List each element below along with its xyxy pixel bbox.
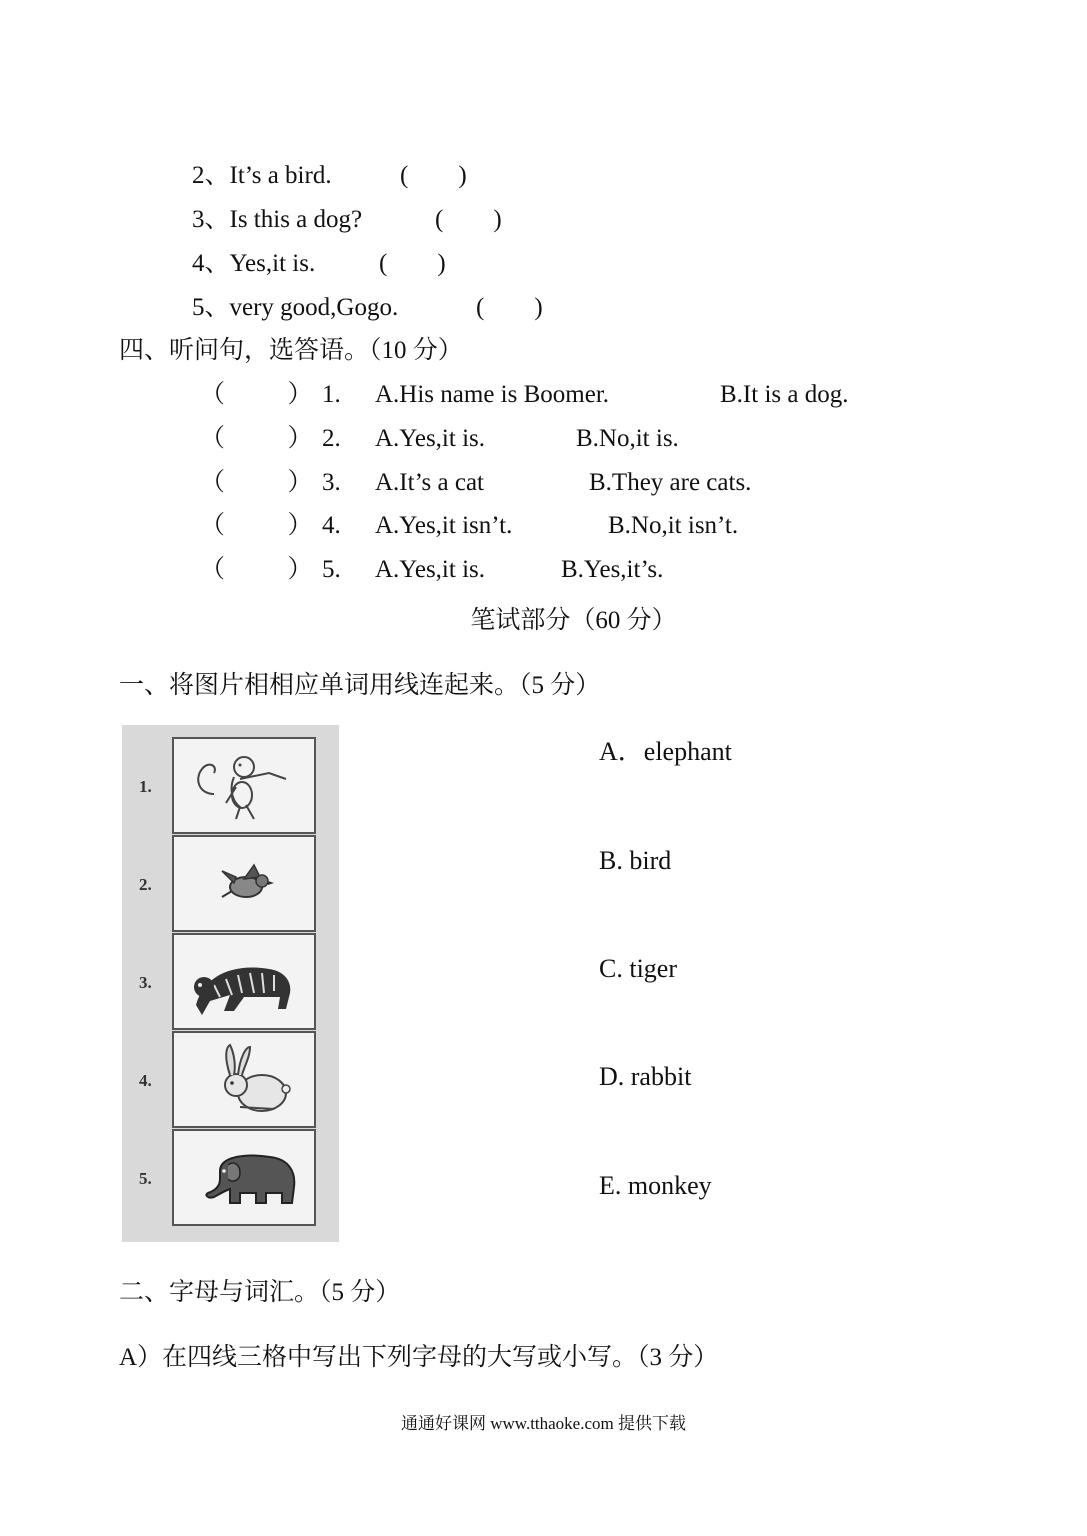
answer-blank[interactable]: （ ） [200, 469, 313, 496]
picture-number: 5. [139, 1169, 152, 1188]
answer-blank[interactable]: （ ） [200, 381, 313, 408]
picture-box-2[interactable] [172, 835, 316, 932]
option-a: A.Yes,it is. [375, 556, 485, 583]
option-a: A.His name is Boomer. [375, 381, 610, 408]
question-number: 2. [322, 425, 341, 452]
picture-box-4[interactable] [172, 1031, 316, 1128]
rabbit-icon [174, 1033, 314, 1126]
picture-box-3[interactable] [172, 933, 316, 1030]
match-section-title: 一、将图片相相应单词用线连起来。（5 分） [119, 672, 601, 699]
match-option-a[interactable]: A．elephant [599, 737, 732, 766]
answer-blank[interactable]: ( ) [435, 206, 502, 233]
item-text: 5、very good,Gogo. [192, 294, 399, 321]
section-4-title: 四、听问句，选答语。（10 分） [119, 337, 463, 364]
item-text: 3、Is this a dog? [192, 206, 363, 233]
option-b: B.Yes,it’s. [561, 556, 664, 583]
written-part-title: 笔试部分（60 分） [470, 607, 677, 634]
bird-icon [174, 837, 314, 930]
answer-blank[interactable]: ( ) [400, 162, 467, 189]
answer-blank[interactable]: ( ) [379, 250, 446, 277]
picture-number: 1. [139, 777, 152, 796]
picture-box-5[interactable] [172, 1129, 316, 1226]
monkey-icon [174, 739, 314, 832]
page-footer: 通通好课网 www.tthaoke.com 提供下载 [400, 1414, 687, 1433]
question-number: 4. [322, 512, 341, 539]
answer-blank[interactable]: （ ） [200, 556, 313, 583]
answer-blank[interactable]: ( ) [476, 294, 543, 321]
option-a: A.Yes,it isn’t. [375, 512, 513, 539]
picture-number: 2. [139, 875, 152, 894]
elephant-icon [174, 1131, 314, 1224]
tiger-icon [174, 935, 314, 1028]
match-option-d[interactable]: D. rabbit [599, 1062, 692, 1091]
option-a: A.It’s a cat [375, 469, 484, 496]
option-b: B.It is a dog. [720, 381, 849, 408]
item-text: 4、Yes,it is. [192, 250, 316, 277]
match-option-e[interactable]: E. monkey [599, 1171, 712, 1200]
question-number: 3. [322, 469, 341, 496]
option-b: B.No,it is. [576, 425, 679, 452]
question-number: 5. [322, 556, 341, 583]
picture-panel [122, 725, 339, 1242]
item-text: 2、It’s a bird. [192, 162, 332, 189]
picture-box-1[interactable] [172, 737, 316, 834]
option-b: B.No,it isn’t. [608, 512, 739, 539]
answer-blank[interactable]: （ ） [200, 512, 313, 539]
match-option-b[interactable]: B. bird [599, 846, 672, 875]
option-b: B.They are cats. [589, 469, 752, 496]
option-a: A.Yes,it is. [375, 425, 485, 452]
picture-number: 4. [139, 1071, 152, 1090]
answer-blank[interactable]: （ ） [200, 425, 313, 452]
match-option-c[interactable]: C. tiger [599, 954, 677, 983]
picture-number: 3. [139, 973, 152, 992]
section-2-sub-a: A）在四线三格中写出下列字母的大写或小写。（3 分） [119, 1344, 719, 1371]
question-number: 1. [322, 381, 341, 408]
section-2-title: 二、字母与词汇。（5 分） [119, 1279, 401, 1306]
